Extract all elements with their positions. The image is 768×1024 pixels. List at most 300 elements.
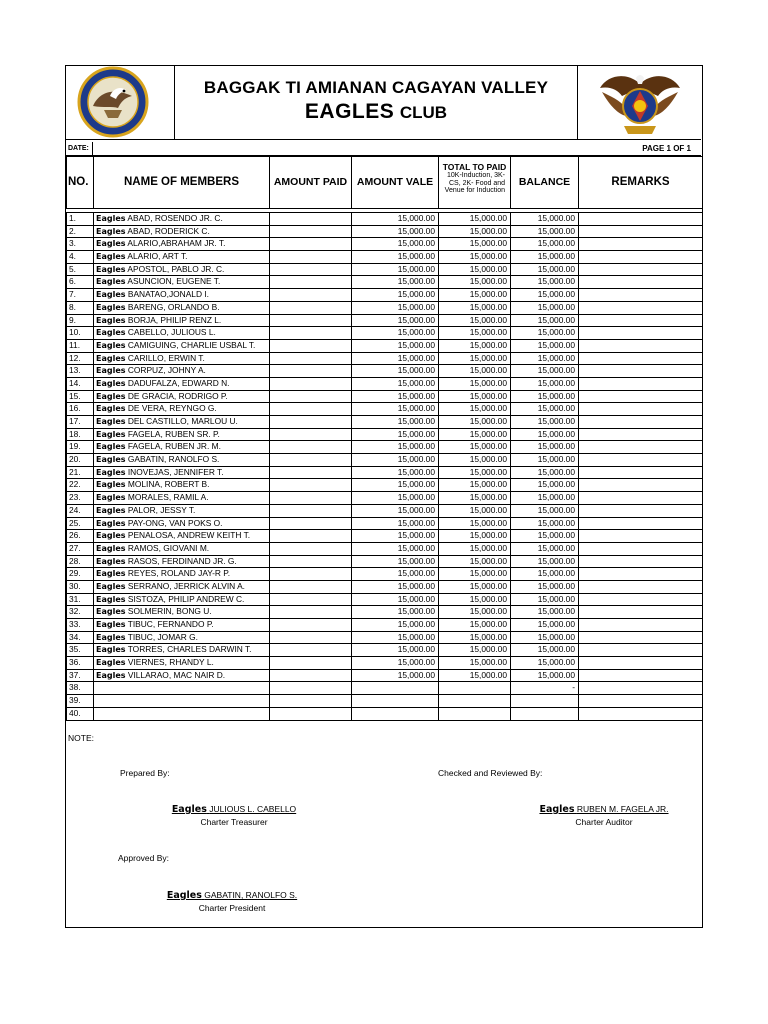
total-to-paid-cell: 15,000.00 [439, 225, 511, 238]
member-prefix: Eagles [96, 378, 126, 388]
col-remarks-header: REMARKS [579, 157, 703, 209]
amount-paid-cell [270, 542, 352, 555]
member-name-cell [94, 403, 270, 416]
amount-vale-cell: 15,000.00 [352, 213, 439, 226]
amount-paid-cell [270, 225, 352, 238]
row-number: 10. [67, 327, 94, 340]
remarks-cell [579, 631, 703, 644]
amount-paid-cell [270, 276, 352, 289]
member-name-cell [94, 479, 270, 492]
total-to-paid-cell: 15,000.00 [439, 555, 511, 568]
total-to-paid-cell: 15,000.00 [439, 568, 511, 581]
amount-vale-cell: 15,000.00 [352, 339, 439, 352]
balance-cell: 15,000.00 [511, 454, 579, 467]
remarks-cell [579, 327, 703, 340]
remarks-cell [579, 707, 703, 720]
document-sheet [65, 65, 703, 928]
amount-paid-cell [270, 695, 352, 708]
member-name: CABELLO, JULIOUS L. [127, 327, 216, 338]
note-label: NOTE: [68, 733, 94, 743]
table-row [67, 327, 703, 340]
member-prefix: Eagles [96, 353, 126, 363]
member-name: REYES, ROLAND JAY-R P. [127, 568, 231, 579]
amount-paid-cell [270, 428, 352, 441]
member-name: VIERNES, RHANDY L. [127, 657, 214, 668]
member-prefix: Eagles [96, 442, 126, 452]
row-number: 31. [67, 593, 94, 606]
member-name: CARILLO, ERWIN T. [127, 352, 205, 363]
table-row [67, 263, 703, 276]
balance-cell: 15,000.00 [511, 403, 579, 416]
member-prefix: Eagles [96, 290, 126, 300]
balance-cell: 15,000.00 [511, 441, 579, 454]
amount-vale-cell: 15,000.00 [352, 669, 439, 682]
total-to-paid-cell: 15,000.00 [439, 504, 511, 517]
table-row [67, 593, 703, 606]
total-to-paid-cell: 15,000.00 [439, 314, 511, 327]
amount-vale-cell: 15,000.00 [352, 352, 439, 365]
row-number: 29. [67, 568, 94, 581]
member-name: PALOR, JESSY T. [127, 504, 196, 515]
total-to-paid-cell: 15,000.00 [439, 619, 511, 632]
row-number: 19. [67, 441, 94, 454]
total-to-paid-cell: 15,000.00 [439, 466, 511, 479]
balance-cell: 15,000.00 [511, 669, 579, 682]
amount-paid-cell [270, 289, 352, 302]
table-row [67, 619, 703, 632]
date-row [66, 142, 701, 156]
member-name-cell [94, 580, 270, 593]
row-number: 21. [67, 466, 94, 479]
remarks-cell [579, 301, 703, 314]
member-prefix: Eagles [96, 505, 126, 515]
remarks-cell [579, 403, 703, 416]
member-name: VILLARAO, MAC NAIR D. [127, 669, 226, 680]
amount-vale-cell: 15,000.00 [352, 390, 439, 403]
total-to-paid-cell: 15,000.00 [439, 339, 511, 352]
amount-vale-cell: 15,000.00 [352, 263, 439, 276]
member-name: RAMOS, GIOVANI M. [127, 542, 210, 553]
col-name-header: NAME OF MEMBERS [94, 157, 270, 209]
table-row [67, 631, 703, 644]
amount-paid-cell [270, 390, 352, 403]
table-row [67, 276, 703, 289]
member-prefix: Eagles [96, 277, 126, 287]
table-row [67, 377, 703, 390]
remarks-cell [579, 669, 703, 682]
amount-vale-cell: 15,000.00 [352, 365, 439, 378]
row-number: 7. [67, 289, 94, 302]
checked-by-label: Checked and Reviewed By: [438, 768, 543, 778]
table-row [67, 695, 703, 708]
amount-paid-cell [270, 403, 352, 416]
total-to-paid-cell: 15,000.00 [439, 238, 511, 251]
row-number: 24. [67, 504, 94, 517]
remarks-cell [579, 213, 703, 226]
member-name-cell [94, 492, 270, 505]
total-to-paid-cell: 15,000.00 [439, 390, 511, 403]
balance-cell: 15,000.00 [511, 213, 579, 226]
member-name-cell [94, 504, 270, 517]
member-name: RASOS, FERDINAND JR. G. [127, 555, 237, 566]
member-name-cell [94, 390, 270, 403]
table-row [67, 251, 703, 264]
total-to-paid-cell: 15,000.00 [439, 479, 511, 492]
members-table-body [67, 209, 703, 721]
amount-vale-cell: 15,000.00 [352, 631, 439, 644]
row-number: 12. [67, 352, 94, 365]
total-to-paid-cell: 15,000.00 [439, 365, 511, 378]
member-prefix: Eagles [96, 264, 126, 274]
member-name-cell [94, 657, 270, 670]
auditor-signature-name [504, 804, 704, 815]
member-prefix: Eagles [96, 493, 126, 503]
member-name-cell [94, 593, 270, 606]
club-title-big: EAGLES [304, 100, 395, 123]
amount-paid-cell [270, 263, 352, 276]
remarks-cell [579, 466, 703, 479]
member-prefix: Eagles [96, 340, 126, 350]
amount-paid-cell [270, 327, 352, 340]
balance-cell: 15,000.00 [511, 517, 579, 530]
row-number: 23. [67, 492, 94, 505]
amount-vale-cell [352, 707, 439, 720]
total-to-paid-cell: 15,000.00 [439, 542, 511, 555]
remarks-cell [579, 377, 703, 390]
member-name: PENALOSA, ANDREW KEITH T. [127, 530, 251, 541]
amount-paid-cell [270, 441, 352, 454]
member-prefix: Eagles [96, 518, 126, 528]
member-name-cell [94, 619, 270, 632]
member-name-cell [94, 416, 270, 429]
amount-vale-cell: 15,000.00 [352, 492, 439, 505]
member-prefix: Eagles [96, 429, 126, 439]
col-total-subtitle: 10K-Induction, 3K-CS, 2K- Food and Venue for Induction [444, 172, 505, 194]
col-balance-header: BALANCE [511, 157, 579, 209]
amount-vale-cell: 15,000.00 [352, 441, 439, 454]
row-number: 1. [67, 213, 94, 226]
total-to-paid-cell: 15,000.00 [439, 213, 511, 226]
row-number: 33. [67, 619, 94, 632]
remarks-cell [579, 428, 703, 441]
member-name-cell [94, 441, 270, 454]
member-prefix: Eagles [96, 632, 126, 642]
amount-vale-cell: 15,000.00 [352, 555, 439, 568]
remarks-cell [579, 619, 703, 632]
row-number: 3. [67, 238, 94, 251]
member-name: ABAD, ROSENDO JR. C. [127, 213, 223, 224]
member-prefix: Eagles [96, 214, 126, 224]
total-to-paid-cell: 15,000.00 [439, 530, 511, 543]
member-name-cell [94, 644, 270, 657]
amount-paid-cell [270, 454, 352, 467]
col-amount-vale-header: AMOUNT VALE [352, 157, 439, 209]
club-title-small: CLUB [399, 103, 448, 122]
balance-cell [511, 707, 579, 720]
amount-vale-cell: 15,000.00 [352, 377, 439, 390]
amount-paid-cell [270, 251, 352, 264]
row-number: 8. [67, 301, 94, 314]
row-number: 5. [67, 263, 94, 276]
total-to-paid-cell: 15,000.00 [439, 327, 511, 340]
member-name: PAY-ONG, VAN POKS O. [127, 517, 223, 528]
total-to-paid-cell: 15,000.00 [439, 454, 511, 467]
member-prefix: Eagles [96, 239, 126, 249]
member-name-cell [94, 606, 270, 619]
member-name: TIBUC, FERNANDO P. [127, 619, 214, 630]
balance-cell: 15,000.00 [511, 289, 579, 302]
total-to-paid-cell: 15,000.00 [439, 416, 511, 429]
amount-paid-cell [270, 504, 352, 517]
table-row [67, 416, 703, 429]
amount-paid-cell [270, 555, 352, 568]
amount-paid-cell [270, 530, 352, 543]
row-number: 14. [67, 377, 94, 390]
total-to-paid-cell: 15,000.00 [439, 517, 511, 530]
remarks-cell [579, 339, 703, 352]
member-name-cell [94, 695, 270, 708]
member-name: DE VERA, REYNGO G. [127, 403, 217, 414]
total-to-paid-cell [439, 695, 511, 708]
amount-vale-cell: 15,000.00 [352, 593, 439, 606]
remarks-cell [579, 695, 703, 708]
table-row [67, 479, 703, 492]
table-row [67, 657, 703, 670]
row-number: 17. [67, 416, 94, 429]
member-name-cell [94, 542, 270, 555]
remarks-cell [579, 441, 703, 454]
table-row [67, 403, 703, 416]
remarks-cell [579, 289, 703, 302]
table-row [67, 441, 703, 454]
member-name: DADUFALZA, EDWARD N. [127, 377, 230, 388]
member-name-cell [94, 707, 270, 720]
member-name: SOLMERIN, BONG U. [127, 606, 212, 617]
amount-vale-cell: 15,000.00 [352, 327, 439, 340]
remarks-cell [579, 682, 703, 695]
amount-paid-cell [270, 479, 352, 492]
table-row [67, 517, 703, 530]
left-logo [66, 66, 175, 139]
member-name: TIBUC, JOMAR G. [127, 631, 198, 642]
member-prefix: Eagles [96, 531, 126, 541]
date-label: DATE: [68, 145, 89, 152]
table-row [67, 707, 703, 720]
balance-cell: 15,000.00 [511, 479, 579, 492]
member-name: DEL CASTILLO, MARLOU U. [127, 416, 238, 427]
member-name-cell [94, 339, 270, 352]
row-number: 35. [67, 644, 94, 657]
amount-vale-cell: 15,000.00 [352, 238, 439, 251]
member-name: CAMIGUING, CHARLIE USBAL T. [127, 339, 256, 350]
col-amount-paid-header: AMOUNT PAID [270, 157, 352, 209]
row-number: 36. [67, 657, 94, 670]
amount-vale-cell: 15,000.00 [352, 225, 439, 238]
member-name: BARENG, ORLANDO B. [127, 301, 220, 312]
balance-cell: 15,000.00 [511, 542, 579, 555]
amount-paid-cell [270, 593, 352, 606]
table-row [67, 352, 703, 365]
member-prefix: Eagles [96, 391, 126, 401]
member-prefix: Eagles [96, 670, 126, 680]
total-to-paid-cell: 15,000.00 [439, 657, 511, 670]
amount-paid-cell [270, 213, 352, 226]
row-number: 32. [67, 606, 94, 619]
approved-by-label: Approved By: [118, 853, 170, 863]
remarks-cell [579, 504, 703, 517]
amount-paid-cell [270, 631, 352, 644]
treasurer-signature-name [134, 804, 334, 815]
auditor-prefix: Eagles [539, 804, 575, 815]
amount-vale-cell: 15,000.00 [352, 657, 439, 670]
table-row [67, 492, 703, 505]
row-number: 16. [67, 403, 94, 416]
amount-paid-cell [270, 416, 352, 429]
member-name-cell [94, 377, 270, 390]
remarks-cell [579, 352, 703, 365]
balance-cell: 15,000.00 [511, 619, 579, 632]
amount-vale-cell: 15,000.00 [352, 504, 439, 517]
amount-paid-cell [270, 580, 352, 593]
balance-cell: 15,000.00 [511, 416, 579, 429]
amount-paid-cell [270, 365, 352, 378]
amount-vale-cell: 15,000.00 [352, 403, 439, 416]
remarks-cell [579, 555, 703, 568]
total-to-paid-cell: 15,000.00 [439, 441, 511, 454]
amount-vale-cell: 15,000.00 [352, 479, 439, 492]
table-row [67, 428, 703, 441]
treasurer-prefix: Eagles [171, 804, 207, 815]
table-row [67, 314, 703, 327]
auditor-name: RUBEN M. FAGELA JR. [576, 804, 669, 814]
amount-paid-cell [270, 352, 352, 365]
member-prefix: Eagles [96, 620, 126, 630]
treasurer-title: Charter Treasurer [200, 817, 268, 827]
member-name: MORALES, RAMIL A. [127, 492, 209, 503]
member-prefix: Eagles [96, 302, 126, 312]
balance-cell: 15,000.00 [511, 428, 579, 441]
member-prefix: Eagles [96, 252, 126, 262]
amount-paid-cell [270, 377, 352, 390]
member-prefix: Eagles [96, 569, 126, 579]
member-name: INOVEJAS, JENNIFER T. [127, 466, 224, 477]
amount-vale-cell: 15,000.00 [352, 606, 439, 619]
remarks-cell [579, 416, 703, 429]
member-name: FAGELA, RUBEN SR. P. [127, 428, 220, 439]
amount-vale-cell: 15,000.00 [352, 466, 439, 479]
member-name: ASUNCION, EUGENE T. [127, 276, 221, 287]
table-row [67, 530, 703, 543]
member-name: APOSTOL, PABLO JR. C. [127, 263, 225, 274]
total-to-paid-cell: 15,000.00 [439, 276, 511, 289]
row-number: 2. [67, 225, 94, 238]
balance-cell: 15,000.00 [511, 657, 579, 670]
member-name: SERRANO, JERRICK ALVIN A. [127, 580, 245, 591]
table-row [67, 555, 703, 568]
total-to-paid-cell: 15,000.00 [439, 251, 511, 264]
balance-cell [511, 695, 579, 708]
member-prefix: Eagles [96, 226, 126, 236]
table-row [67, 225, 703, 238]
remarks-cell [579, 314, 703, 327]
remarks-cell [579, 238, 703, 251]
amount-paid-cell [270, 644, 352, 657]
member-prefix: Eagles [96, 543, 126, 553]
member-name-cell [94, 365, 270, 378]
member-name-cell [94, 631, 270, 644]
amount-paid-cell [270, 657, 352, 670]
remarks-cell [579, 454, 703, 467]
balance-cell: 15,000.00 [511, 504, 579, 517]
row-number: 18. [67, 428, 94, 441]
member-name-cell [94, 568, 270, 581]
member-name-cell [94, 251, 270, 264]
balance-cell: 15,000.00 [511, 593, 579, 606]
members-table [66, 156, 703, 721]
balance-cell: 15,000.00 [511, 606, 579, 619]
member-name-cell [94, 555, 270, 568]
table-row [67, 390, 703, 403]
remarks-cell [579, 276, 703, 289]
total-to-paid-cell [439, 682, 511, 695]
row-number: 13. [67, 365, 94, 378]
page-indicator: PAGE 1 OF 1 [642, 144, 691, 153]
member-prefix: Eagles [96, 480, 126, 490]
table-row [67, 542, 703, 555]
amount-paid-cell [270, 619, 352, 632]
member-name: ALARIO,ABRAHAM JR. T. [127, 238, 226, 249]
total-to-paid-cell: 15,000.00 [439, 301, 511, 314]
col-total-header [439, 157, 511, 209]
amount-paid-cell [270, 669, 352, 682]
row-number: 39. [67, 695, 94, 708]
table-row [67, 644, 703, 657]
prepared-by-label: Prepared By: [120, 768, 170, 778]
table-row [67, 580, 703, 593]
total-to-paid-cell: 15,000.00 [439, 289, 511, 302]
amount-paid-cell [270, 314, 352, 327]
remarks-cell [579, 530, 703, 543]
row-number: 30. [67, 580, 94, 593]
amount-paid-cell [270, 568, 352, 581]
member-prefix: Eagles [96, 645, 126, 655]
row-number: 20. [67, 454, 94, 467]
balance-cell: 15,000.00 [511, 580, 579, 593]
balance-cell: 15,000.00 [511, 365, 579, 378]
member-name-cell [94, 225, 270, 238]
auditor-title: Charter Auditor [575, 817, 633, 827]
balance-cell: 15,000.00 [511, 568, 579, 581]
president-name: GABATIN, RANOLFO S. [204, 890, 298, 900]
remarks-cell [579, 479, 703, 492]
table-row [67, 289, 703, 302]
total-to-paid-cell [439, 707, 511, 720]
row-number: 37. [67, 669, 94, 682]
col-no-header: NO. [67, 157, 94, 209]
amount-vale-cell: 15,000.00 [352, 530, 439, 543]
amount-vale-cell: 15,000.00 [352, 428, 439, 441]
member-name: GABATIN, RANOLFO S. [127, 454, 220, 465]
member-name: DE GRACIA, RODRIGO P. [127, 390, 228, 401]
member-name-cell [94, 314, 270, 327]
table-row [67, 454, 703, 467]
remarks-cell [579, 251, 703, 264]
table-row [67, 682, 703, 695]
total-to-paid-cell: 15,000.00 [439, 644, 511, 657]
member-name-cell [94, 276, 270, 289]
remarks-cell [579, 390, 703, 403]
member-prefix: Eagles [96, 467, 126, 477]
